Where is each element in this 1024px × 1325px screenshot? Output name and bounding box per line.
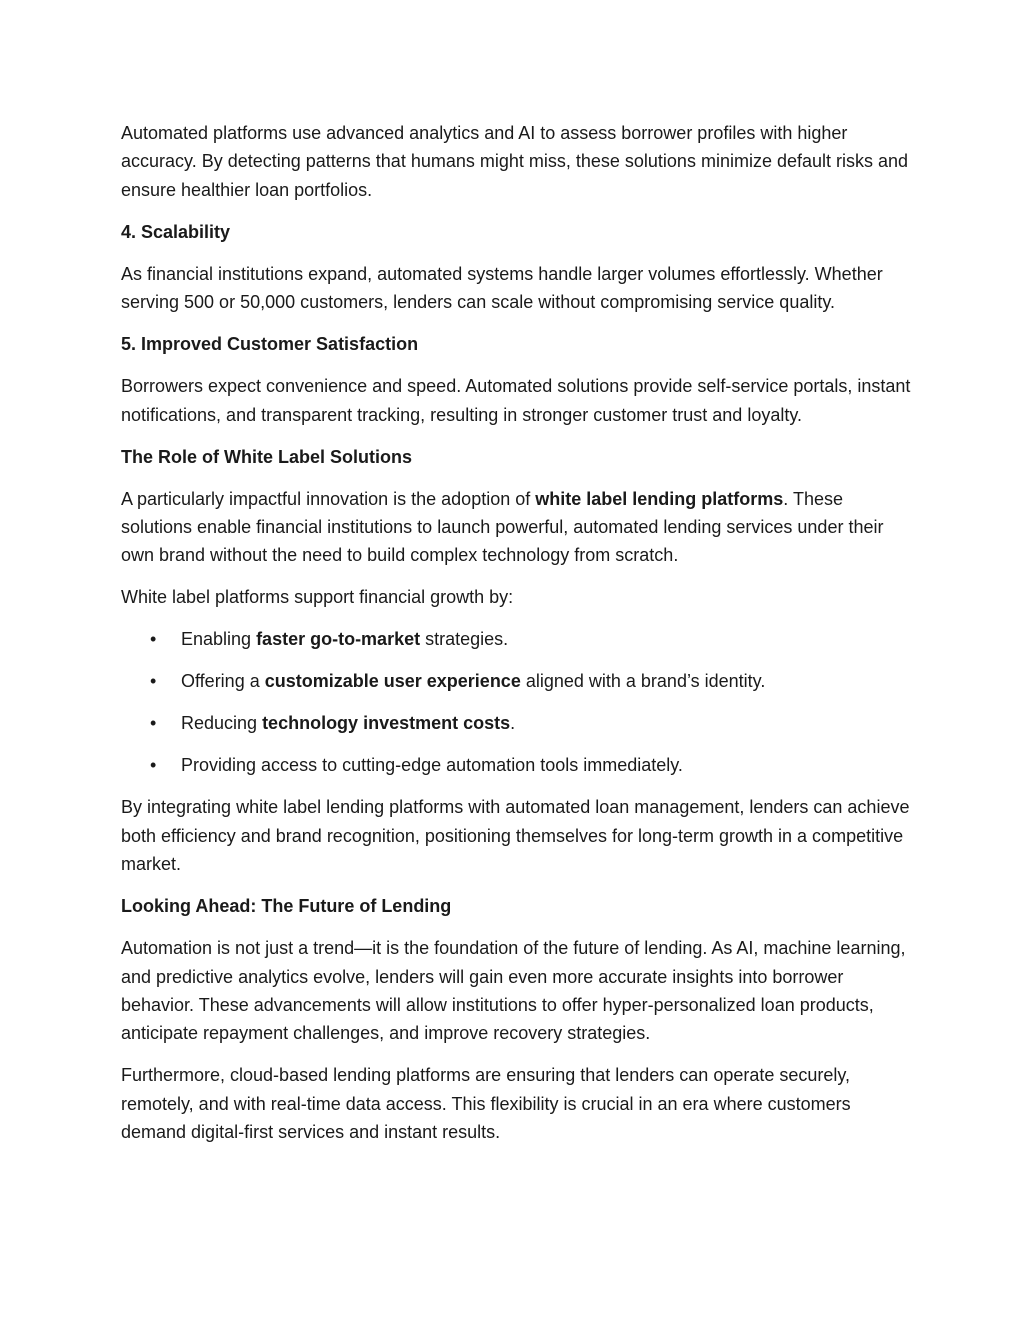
text-run: aligned with a brand’s identity. <box>520 671 766 692</box>
paragraph-scalability: As financial institutions expand, automated systems handle larger volumes effortlessly. Whether serving 500 or 50,000 customers, lenders can scale without compromising service quality. <box>121 263 883 313</box>
bullet-icon: • <box>150 671 157 692</box>
heading-future-of-lending: Looking Ahead: The Future of Lending <box>121 896 452 917</box>
heading-customer-satisfaction: 5. Improved Customer Satisfaction <box>121 334 419 355</box>
paragraph-future: Automation is not just a trend—it is the foundation of the future of lending. As AI, machine learning, and predictive analytics evolve, lenders will gain even more accurate insights into borrower behavior. These advancements will allow institutions to offer hyper-personalized loan products, anticipate repayment challenges, and improve recovery strategies. <box>121 938 906 1044</box>
bullet-list <box>121 625 911 779</box>
paragraph-customer-satisfaction: Borrowers expect convenience and speed. Automated solutions provide self-service portals, instant notifications, and transparent tracking, resulting in stronger customer trust and loyalty. <box>121 376 911 425</box>
paragraph-cloud: Furthermore, cloud-based lending platforms are ensuring that lenders can operate securely, remotely, and with real-time data access. This flexibility is crucial in an era where customers demand digital-first services and instant results. <box>121 1065 851 1143</box>
text-run: Enabling <box>181 629 257 650</box>
heading-white-label: The Role of White Label Solutions <box>121 446 412 467</box>
bold-text: white label lending platforms <box>535 488 784 509</box>
paragraph-white-label <box>121 485 911 570</box>
text-run: A particularly impactful innovation is the adoption of <box>121 488 536 509</box>
bullet-icon: • <box>150 629 157 650</box>
text-run: Offering a <box>181 671 265 692</box>
list-item <box>121 625 911 653</box>
paragraph-risk-assessment: Automated platforms use advanced analytics and AI to assess borrower profiles with higher accuracy. By detecting patterns that humans might miss, these solutions minimize default risks and ensure healthier loan portfolios. <box>121 123 909 200</box>
text-run: Reducing <box>181 713 263 734</box>
bold-text: faster go-to-market <box>256 629 421 650</box>
heading-scalability: 4. Scalability <box>121 221 231 242</box>
bullet-icon: • <box>150 713 157 734</box>
bold-text: customizable user experience <box>264 671 521 692</box>
text-run: . These solutions enable financial institutions to launch powerful, automated lending services under their own brand without the need to build complex technology from scratch. <box>121 488 884 566</box>
list-item <box>121 709 911 737</box>
text-run: Providing access to cutting-edge automation tools immediately. <box>181 755 683 776</box>
document-page <box>121 119 911 1160</box>
paragraph-support-intro: White label platforms support financial growth by: <box>121 587 514 608</box>
list-item <box>121 667 911 695</box>
text-run: . <box>510 713 516 734</box>
paragraph-integrating: By integrating white label lending platforms with automated loan management, lenders can achieve both efficiency and brand recognition, positioning themselves for long-term growth in a competitive market. <box>121 797 910 875</box>
bullet-icon: • <box>150 755 157 776</box>
list-item <box>121 751 911 779</box>
text-run: strategies. <box>420 629 509 650</box>
bold-text: technology investment costs <box>262 713 511 734</box>
